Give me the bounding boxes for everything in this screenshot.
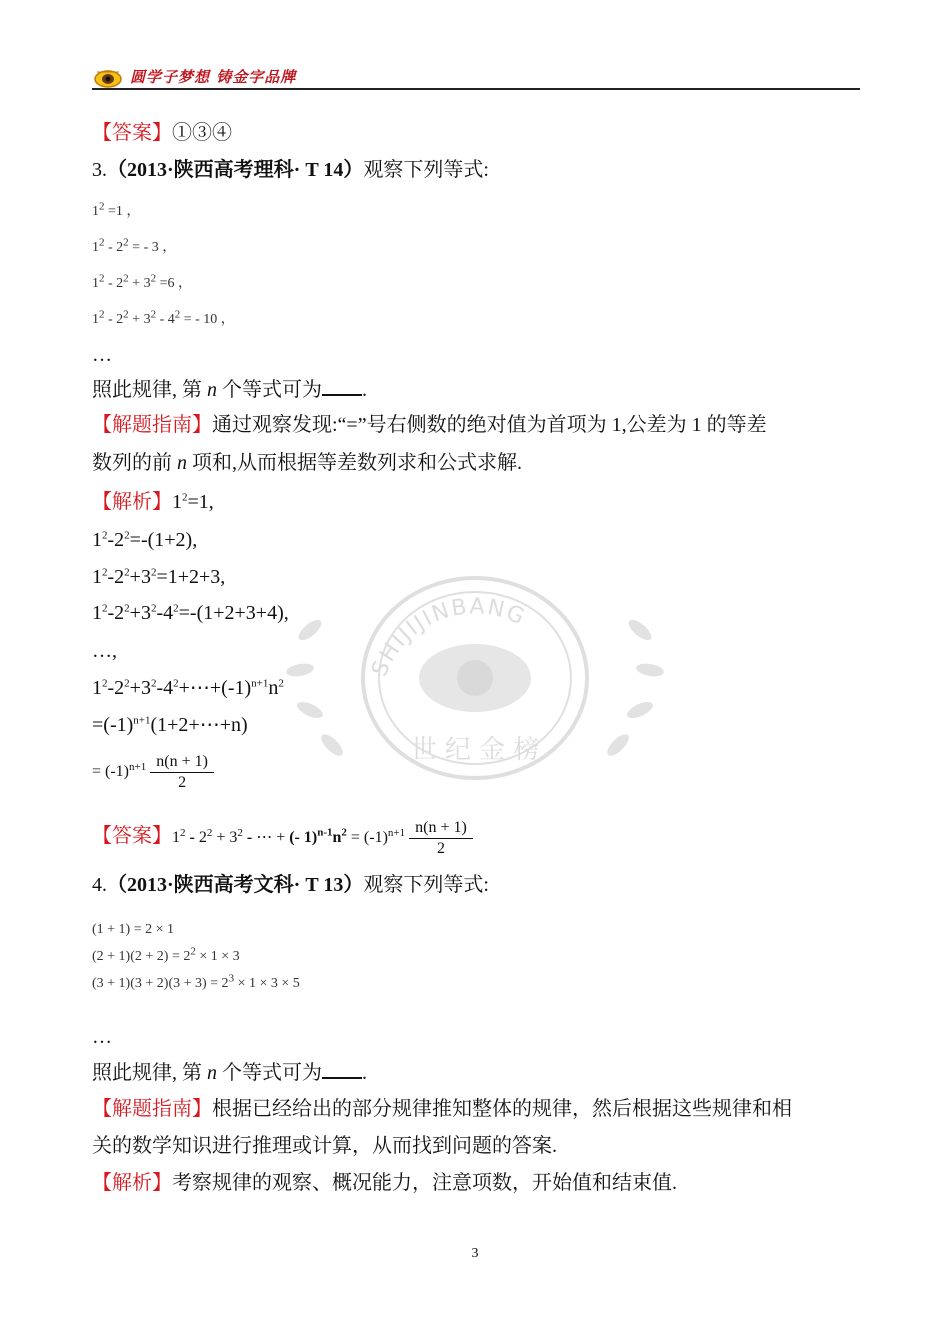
q4-title	[92, 870, 489, 900]
q3-solution-ellipsis: …,	[92, 640, 117, 662]
q3-source: （2013·陕西高考理科· T 14）	[107, 159, 364, 181]
analysis-label: 【解析】	[92, 491, 172, 513]
page-number: 3	[471, 1246, 479, 1261]
answer-label: 【答案】	[92, 122, 172, 144]
q4-source: （2013·陕西高考文科· T 13）	[107, 874, 364, 896]
q3-guide-line-2: 数列的前 n 项和,从而根据等差数列求和公式求解.	[92, 452, 522, 474]
q3-guide-line-1: 【解题指南】通过观察发现:“=”号右侧数的绝对值为首项为 1,公差为 1 的等差	[92, 414, 767, 436]
guide-label: 【解题指南】	[92, 414, 212, 436]
q4-equation-2: $(2 + 1)(2 + 2) = 2^2 \times 1 \times 3$	[92, 945, 240, 964]
q3-solution-3: $1^2-2^2+3^2=1+2+3$,	[92, 566, 226, 588]
q3-equation-3: $1^2 - 2^2 + 3^2 =6$ ，	[92, 272, 192, 291]
q3-answer-blank	[322, 376, 362, 396]
q4-prompt: 照此规律, 第 n 个等式可为 .	[92, 1058, 367, 1088]
q4-ellipsis: …	[92, 1026, 112, 1048]
q3-solution-4: $1^2-2^2+3^2-4^2=-(1+2+3+4)$,	[92, 602, 289, 624]
q3-prompt: 照此规律, 第 n 个等式可为 .	[92, 375, 367, 405]
q4-equation-1: (1 + 1) = 2 × 1	[92, 922, 175, 937]
q4-equation-3: $(3 + 1)(3 + 2)(3 + 3) = 2^3 \times 1 \times 3 \times 5$	[92, 972, 300, 991]
q3-solution-5: $1^2-2^2+3^2-4^2+\cdots+(-1)^{n+1}n^2$	[92, 677, 284, 699]
q3-answer-fraction: $\frac{n(n + 1)}{2}$	[409, 818, 473, 859]
q3-equation-2: $1^2 - 2^2$ = - 3 ，	[92, 236, 177, 255]
watermark-arc-text: SHIJIJINBANG	[367, 594, 530, 681]
q3-equation-4: $1^2 - 2^2 + 3^2 - 4^2$ = - 10 ，	[92, 308, 235, 327]
header-logo	[93, 68, 123, 88]
q3-title	[92, 155, 489, 185]
q3-solution-2: $1^2-2^2=-(1+2)$,	[92, 529, 198, 551]
q2-answer-line	[92, 118, 232, 148]
q2-answer: ①③④	[172, 122, 232, 144]
header-slogan: 圆学子梦想 铸金字品牌	[130, 68, 297, 86]
q4-answer-blank	[322, 1059, 362, 1079]
q3-equation-1: $1^2 =1$ ，	[92, 200, 141, 219]
q3-number: 3.	[92, 159, 107, 181]
q3-solution-fraction: $\frac{n(n + 1)}{2}$	[150, 752, 214, 793]
q4-guide-line-2: 关的数学知识进行推理或计算，从而找到问题的答案.	[92, 1135, 557, 1157]
q3-solution-7: = $(-1)^{n+1}$ $\frac{n(n + 1)}{2}$	[92, 752, 214, 793]
header-divider	[92, 88, 860, 90]
q3-solution-1: 【解析】$1^2=1$,	[92, 491, 214, 513]
q4-guide-line-1: 【解题指南】根据已经给出的部分规律推知整体的规律，然后根据这些规律和相	[92, 1098, 792, 1120]
q3-answer-line: 【答案】$1^2 - 2^2 + 3^2$ - ⋯ + (- $1)^{n-1}n^2 = (-1)^{n+1}$ $\frac{n(n + 1)}{2}$	[92, 818, 473, 859]
q4-analysis: 【解析】考察规律的观察、概况能力，注意项数，开始值和结束值.	[92, 1172, 677, 1194]
q4-number: 4.	[92, 874, 107, 896]
q3-stem: 观察下列等式:	[363, 159, 489, 181]
q3-ellipsis: …	[92, 344, 112, 366]
q3-solution-6: $=(-1)^{n+1}(1+2+\cdots+n)$	[92, 714, 248, 736]
watermark-emblem	[270, 560, 680, 800]
q4-stem: 观察下列等式:	[363, 874, 489, 896]
watermark-bottom-text: 世 纪 金 榜	[410, 735, 540, 765]
